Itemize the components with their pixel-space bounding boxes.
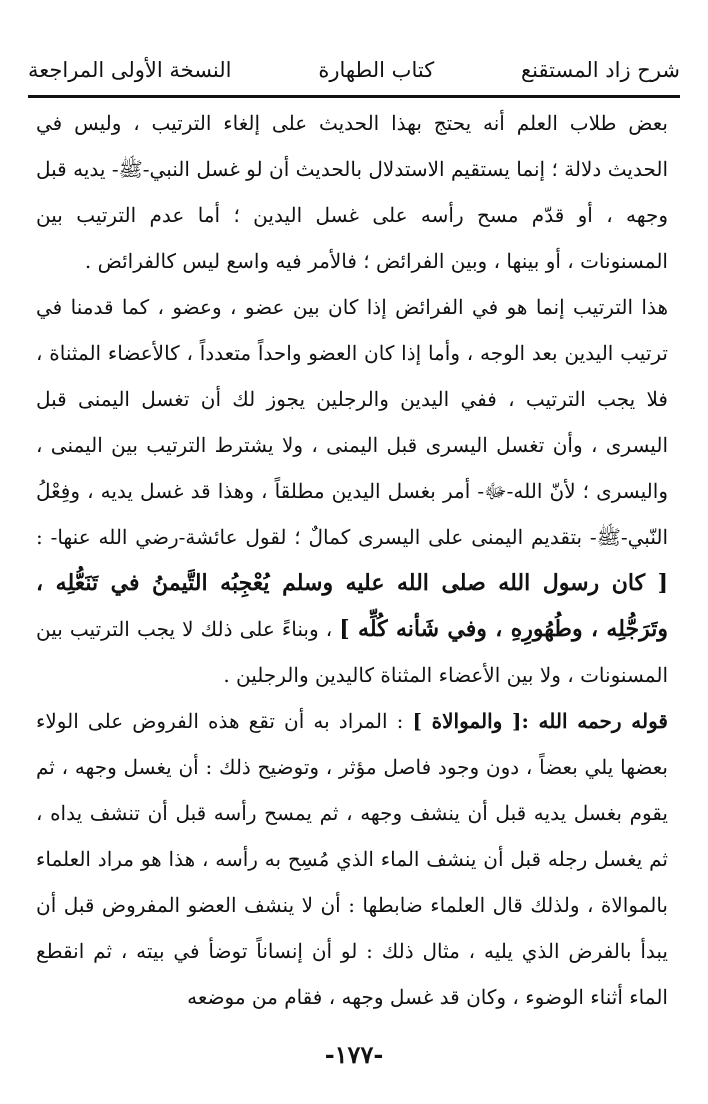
header-book-title: شرح زاد المستقنع	[521, 58, 680, 82]
paragraph-3	[36, 698, 668, 1020]
header-chapter-title: كتاب الطهارة	[318, 58, 435, 82]
page-number: -١٧٧-	[324, 1040, 384, 1069]
page-body	[36, 100, 668, 1020]
paragraph-1: بعض طلاب العلم أنه يحتج بهذا الحديث على إلغاء الترتيب ، وليس في الحديث دلالة ؛ إنما يستقيم الاستدلال بالحديث أن لو غسل النبي-ﷺ- يديه قبل وجهه ، أو قدّم مسح رأسه على غسل اليدين ؛ أما عدم الترتيب بين المسنونات ، أو بينها ، وبين الفرائض ؛ فالأمر فيه واسع ليس كالفرائض .	[36, 111, 668, 273]
paragraph-2	[36, 284, 668, 698]
hadith-quote: [ كان رسول الله صلى الله عليه وسلم يُعْجِبُه التَّيمنُ في تَنَعُّلِه ، وتَرَجُّلِه ، وطُهُورِهِ ، وفي شَأنه كُلِّه ]	[36, 570, 668, 642]
paragraph-2-text-b: ، وبناءً على ذلك لا يجب الترتيب بين المسنونات ، ولا بين الأعضاء المثناة كاليدين والرجلين .	[36, 617, 668, 687]
paragraph-3-text: : المراد به أن تقع هذه الفروض على الولاء بعضها يلي بعضاً ، دون وجود فاصل مؤثر ، وتوضيح ذلك : أن يغسل وجهه ، ثم يقوم بغسل يديه قبل أن ينشف وجهه ، ثم يمسح رأسه قبل أن تنشف يداه ، ثم يغسل رجله قبل أن ينشف الماء الذي مُسِح به رأسه ، هذا هو مراد العلماء بالموالاة ، ولذلك قال العلماء ضابطها : أن لا ينشف العضو المفروض قبل أن يبدأ بالفرض الذي يليه ، مثال ذلك : لو أن إنساناً توضأ في بيته ، ثم انقطع الماء أثناء الوضوء ، وكان قد غسل وجهه ، فقام من موضعه	[36, 709, 668, 1009]
header-divider	[28, 95, 680, 98]
paragraph-2-text-a: هذا الترتيب إنما هو في الفرائض إذا كان بين عضو ، وعضو ، كما قدمنا في ترتيب اليدين بعد الوجه ، وأما إذا كان العضو واحداً متعدداً ، كالأعضاء المثناة ، فلا يجب الترتيب ، ففي اليدين والرجلين يجوز لك أن تغسل اليمنى قبل اليسرى ، وأن تغسل اليسرى قبل اليمنى ، ولا يشترط الترتيب بين اليمنى ، واليسرى ؛ لأنّ الله-ﷻ- أمر بغسل اليدين مطلقاً ، وهذا قد غسل يديه ، وفِعْلُ النّبي-ﷺ- بتقديم اليمنى على اليسرى كمالٌ ؛ لقول عائشة-رضي الله عنها- :	[36, 295, 669, 549]
header-edition-note: النسخة الأولى المراجعة	[28, 58, 232, 82]
paragraph-3-lead: قوله رحمه الله :[ والموالاة ]	[412, 709, 668, 733]
running-header	[28, 48, 680, 92]
